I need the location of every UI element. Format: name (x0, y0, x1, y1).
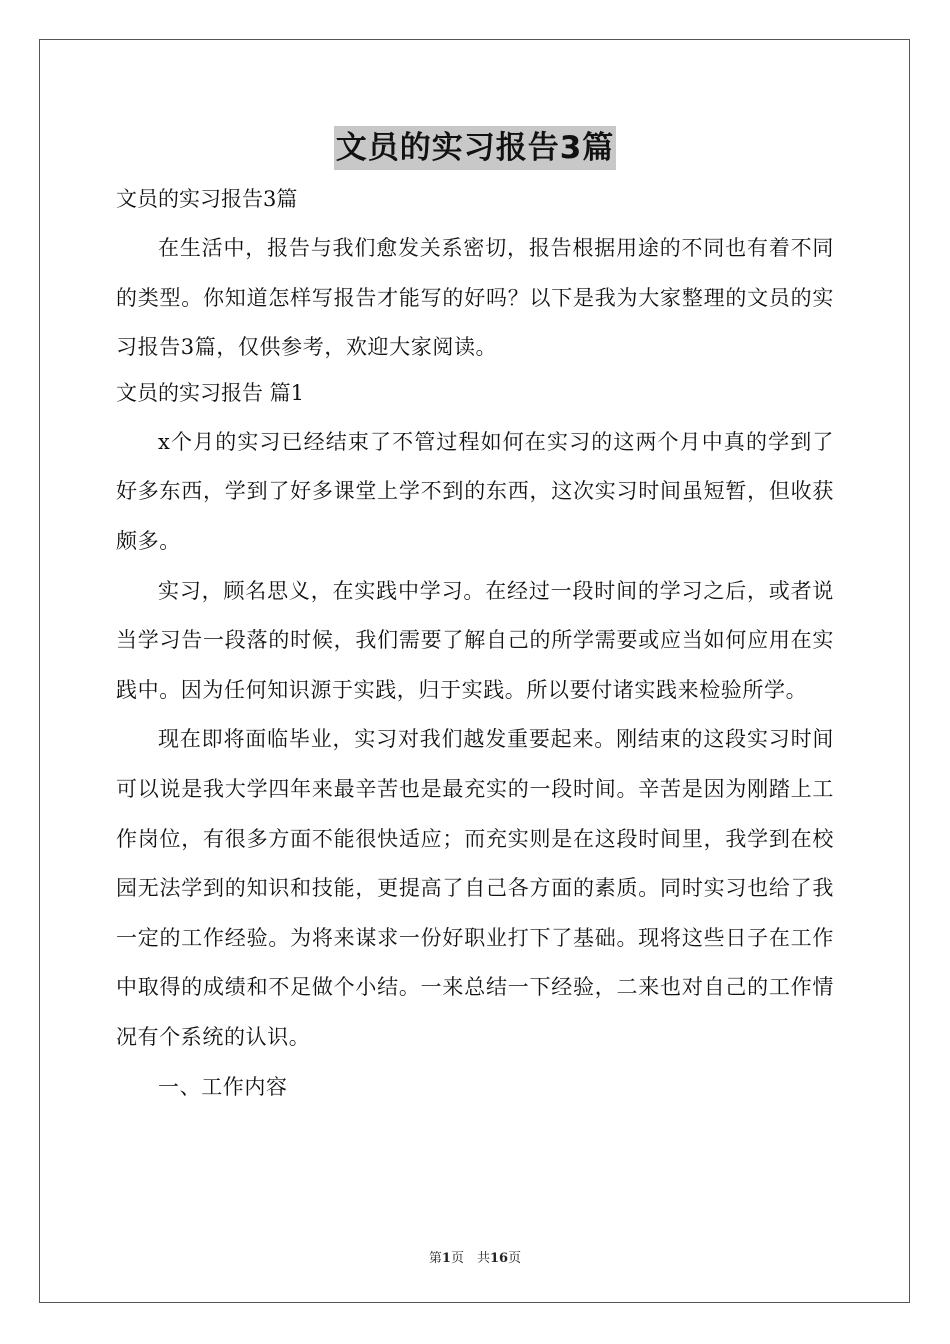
document-body (116, 183, 834, 1112)
footer-page-current: 1 (441, 1251, 451, 1266)
document-subtitle: 文员的实习报告3篇 (116, 187, 298, 211)
document-title: 文员的实习报告3篇 (334, 126, 617, 170)
section-heading: 文员的实习报告 篇1 (116, 380, 305, 405)
body-paragraph-3: 现在即将面临毕业，实习对我们越发重要起来。刚结束的这段实习时间可以说是我大学四年来最辛苦也是最充实的一段时间。辛苦是因为刚踏上工作岗位，有很多方面不能很快适应；而充实则是在这段时间里，我学到在校园无法学到的知识和技能，更提高了自己各方面的素质。同时实习也给了我一定的工作经验。为将来谋求一份好职业打下了基础。现将这些日子在工作中取得的成绩和不足做个小结。一来总结一下经验，二来也对自己的工作情况有个系统的认识。 (116, 727, 834, 1049)
footer-page-total: 16 (489, 1251, 509, 1266)
footer-page-suffix: 页 (508, 1251, 522, 1266)
footer-page-prefix: 第 (428, 1251, 442, 1266)
body-paragraph-1: x个月的实习已经结束了不管过程如何在实习的这两个月中真的学到了好多东西，学到了好多课堂上学不到的东西，这次实习时间虽短暂，但收获颇多。 (116, 429, 834, 553)
page-footer (0, 1250, 950, 1268)
title-container (0, 126, 950, 170)
footer-page-mid: 页 共 (450, 1251, 490, 1266)
intro-paragraph: 在生活中，报告与我们愈发关系密切，报告根据用途的不同也有着不同的类型。你知道怎样写报告才能写的好吗？以下是我为大家整理的文员的实习报告3篇，仅供参考，欢迎大家阅读。 (116, 236, 834, 360)
body-paragraph-heading: 一、工作内容 (158, 1074, 288, 1099)
body-paragraph-2: 实习，顾名思义，在实践中学习。在经过一段时间的学习之后，或者说当学习告一段落的时候，我们需要了解自己的所学需要或应当如何应用在实践中。因为任何知识源于实践，归于实践。所以要付诸实践来检验所学。 (116, 578, 834, 702)
